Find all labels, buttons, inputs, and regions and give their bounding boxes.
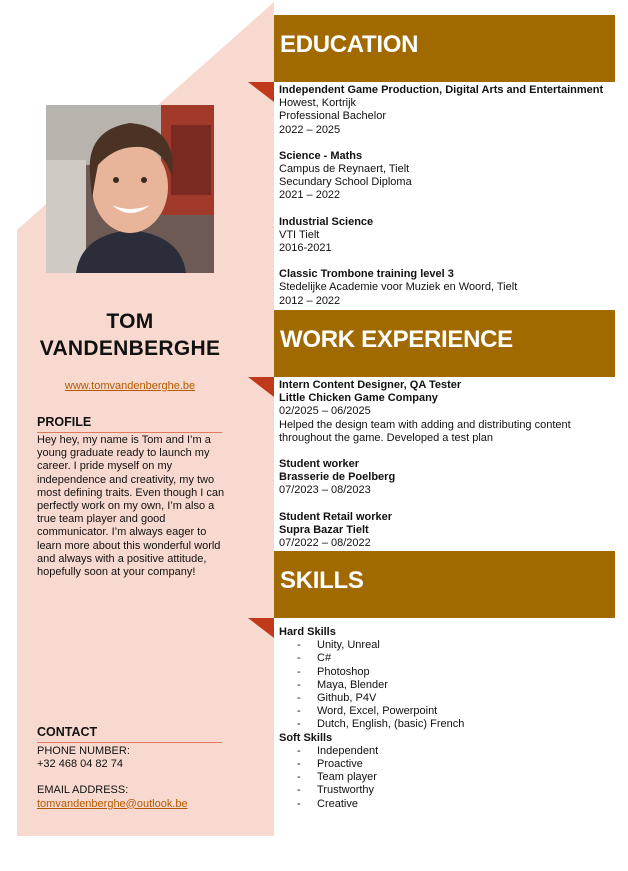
skills-banner bbox=[274, 551, 615, 618]
work-dates: 02/2025 – 06/2025 bbox=[279, 405, 371, 418]
work-company: Brasserie de Poelberg bbox=[279, 471, 396, 484]
hard-skills-list bbox=[279, 639, 609, 731]
education-entry bbox=[279, 216, 609, 256]
soft-skills-heading: Soft Skills bbox=[279, 731, 333, 744]
entry-dates: 2012 – 2022 bbox=[279, 294, 341, 307]
work-fold bbox=[248, 377, 274, 397]
entry-place: Stedelijke Academie voor Muziek en Woord, Tielt bbox=[279, 281, 518, 294]
list-item bbox=[279, 679, 609, 692]
entry-place: VTI Tielt bbox=[279, 228, 320, 241]
skill-label: Creative bbox=[317, 797, 358, 810]
skill-label: Independent bbox=[317, 744, 379, 757]
bullet: - bbox=[297, 652, 301, 665]
entry-detail: Professional Bachelor bbox=[279, 110, 387, 123]
bullet: - bbox=[297, 771, 301, 784]
person-name-first: TOM bbox=[106, 310, 154, 333]
list-item bbox=[279, 666, 609, 679]
list-item bbox=[279, 692, 609, 705]
person-name-last: VANDENBERGHE bbox=[39, 337, 221, 360]
work-title: WORK EXPERIENCE bbox=[280, 326, 513, 353]
bullet: - bbox=[297, 797, 301, 810]
skill-label: C# bbox=[317, 652, 332, 665]
work-dates: 07/2023 – 08/2023 bbox=[279, 484, 371, 497]
skill-label: Proactive bbox=[317, 758, 363, 771]
list-item bbox=[279, 745, 609, 758]
entry-title: Science - Maths bbox=[279, 149, 363, 162]
profile-divider bbox=[37, 432, 222, 433]
bullet: - bbox=[297, 784, 301, 797]
work-dates: 07/2022 – 08/2022 bbox=[279, 537, 371, 550]
list-item bbox=[279, 771, 609, 784]
education-fold bbox=[248, 82, 274, 102]
list-item bbox=[279, 784, 609, 797]
profile-heading: PROFILE bbox=[37, 415, 92, 429]
skill-label: Dutch, English, (basic) French bbox=[317, 718, 465, 731]
work-entry bbox=[279, 379, 609, 445]
work-entry bbox=[279, 458, 609, 498]
entry-place: Campus de Reynaert, Tielt bbox=[279, 163, 410, 176]
entry-detail: Secundary School Diploma bbox=[279, 176, 412, 189]
contact-heading: CONTACT bbox=[37, 725, 98, 739]
entry-place: Howest, Kortrijk bbox=[279, 97, 357, 110]
email-link[interactable]: tomvandenberghe@outlook.be bbox=[37, 797, 188, 810]
list-item bbox=[279, 718, 609, 731]
skill-label: Team player bbox=[317, 771, 377, 784]
education-section bbox=[279, 84, 609, 308]
phone-number: +32 468 04 82 74 bbox=[37, 758, 123, 771]
entry-dates: 2016-2021 bbox=[279, 242, 332, 255]
skill-label: Maya, Blender bbox=[317, 678, 388, 691]
entry-title: Industrial Science bbox=[279, 215, 374, 228]
education-entry bbox=[279, 84, 609, 137]
profile-text: Hey hey, my name is Tom and I’m a young graduate ready to launch my career. I pride myself on my independence and creativity, my two most defining traits. Even though I can perfectly work on my own, I’m also a true team player and good communicator. I’m always eager to learn more about this wonderful world and always with a positive attitude, hopefully soon at your company! bbox=[37, 434, 225, 579]
skill-label: Unity, Unreal bbox=[317, 639, 380, 652]
bullet: - bbox=[297, 744, 301, 757]
list-item bbox=[279, 652, 609, 665]
bullet: - bbox=[297, 639, 301, 652]
bullet: - bbox=[297, 705, 301, 718]
education-entry bbox=[279, 150, 609, 203]
work-role: Intern Content Designer, QA Tester bbox=[279, 379, 462, 391]
education-entry bbox=[279, 268, 609, 308]
work-banner bbox=[274, 310, 615, 377]
work-section bbox=[279, 379, 609, 550]
skills-section bbox=[279, 626, 609, 811]
work-company: Supra Bazar Tielt bbox=[279, 523, 369, 536]
list-item bbox=[279, 639, 609, 652]
contact-divider bbox=[37, 742, 222, 743]
bullet: - bbox=[297, 678, 301, 691]
list-item bbox=[279, 798, 609, 811]
work-role: Student worker bbox=[279, 458, 360, 471]
skill-label: Github, P4V bbox=[317, 692, 377, 705]
skills-title: SKILLS bbox=[280, 567, 364, 594]
entry-dates: 2022 – 2025 bbox=[279, 123, 341, 136]
work-description: Helped the design team with adding and distributing content throughout the game. Developed a test plan bbox=[279, 418, 571, 444]
email-label: EMAIL ADDRESS: bbox=[37, 784, 129, 797]
education-title: EDUCATION bbox=[280, 31, 419, 58]
skill-label: Trustworthy bbox=[317, 784, 375, 797]
hard-skills-heading: Hard Skills bbox=[279, 626, 336, 638]
work-entry bbox=[279, 511, 609, 551]
website-link[interactable]: www.tomvandenberghe.be bbox=[64, 380, 196, 392]
education-banner bbox=[274, 15, 615, 82]
bullet: - bbox=[297, 758, 301, 771]
bullet: - bbox=[297, 718, 301, 731]
bullet: - bbox=[297, 665, 301, 678]
bullet: - bbox=[297, 692, 301, 705]
entry-title: Classic Trombone training level 3 bbox=[279, 268, 454, 281]
soft-skills-list bbox=[279, 745, 609, 811]
entry-dates: 2021 – 2022 bbox=[279, 189, 341, 202]
list-item bbox=[279, 758, 609, 771]
work-company: Little Chicken Game Company bbox=[279, 392, 438, 405]
work-role: Student Retail worker bbox=[279, 510, 393, 523]
entry-title: Independent Game Production, Digital Arts and Entertainment bbox=[279, 84, 604, 96]
phone-label: PHONE NUMBER: bbox=[37, 745, 130, 757]
list-item bbox=[279, 705, 609, 718]
profile-photo bbox=[46, 105, 214, 273]
skills-fold bbox=[248, 618, 274, 638]
contact-info bbox=[37, 745, 188, 811]
skill-label: Word, Excel, Powerpoint bbox=[317, 705, 438, 718]
skill-label: Photoshop bbox=[317, 665, 370, 678]
